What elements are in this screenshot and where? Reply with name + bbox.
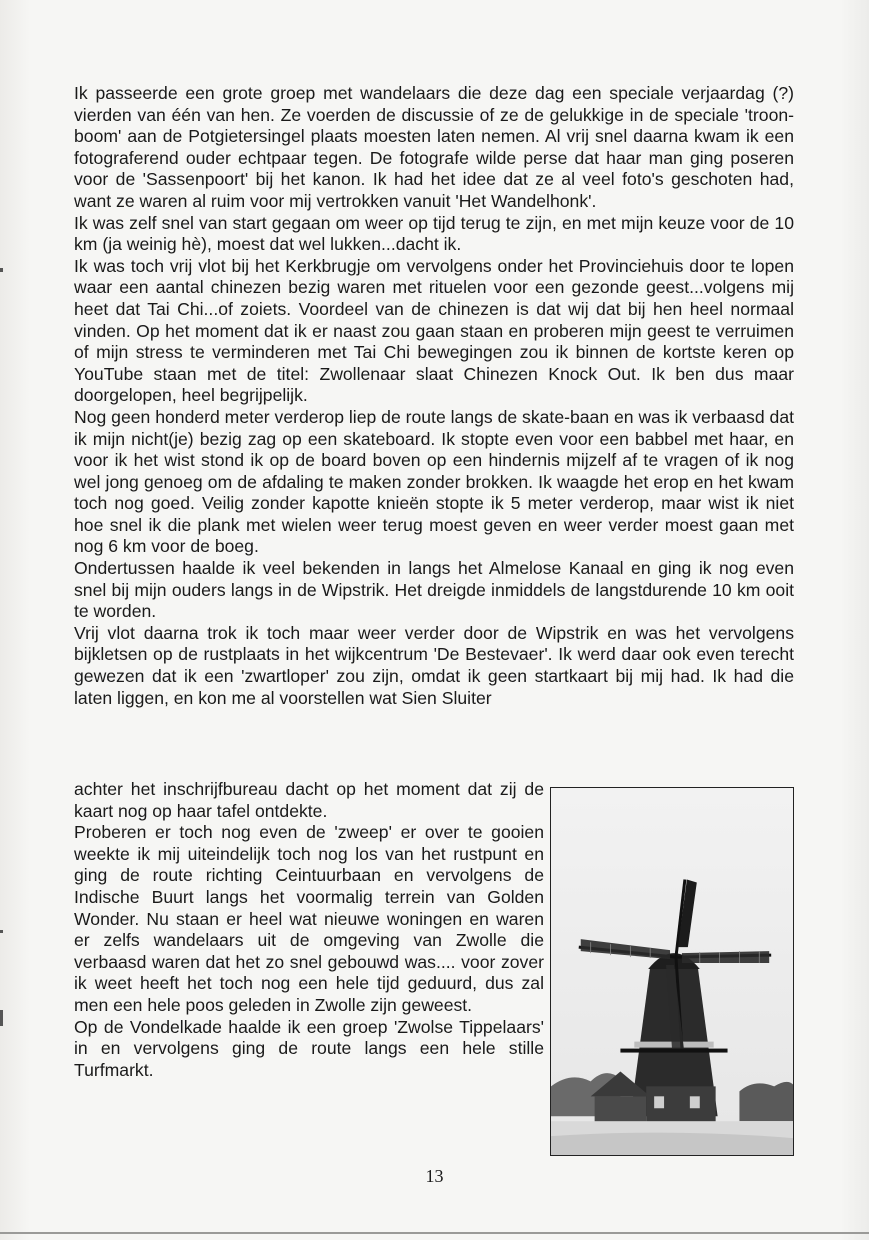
paragraph-7: Proberen er toch nog even de 'zweep' er over te gooien weekte ik mij uiteindelijk toch nog los van het rustpunt en ging de route richting Ceintuurbaan en vervolgens de Indische Buurt langs het voormalig terrein van Golden Wonder. Nu staan er heel wat nieuwe woningen en waren er zelfs wandelaars uit de omgeving van Zwolle die verbaasd waren dat het zo snel gebouwd was.... voor zover ik weet heeft het toch nog een hele tijd geduurd, dus zal men een hele poos geleden in Zwolle zijn geweest. bbox=[74, 822, 544, 1015]
article-body bbox=[74, 83, 794, 709]
windmill-image bbox=[551, 788, 793, 1155]
paragraph-5: Ondertussen haalde ik veel bekenden in langs het Almelose Kanaal en ging ik nog even snel bij mijn ouders langs in de Wipstrik. Het dreigde inmiddels de langstdurende 10 km ooit te worden. bbox=[74, 558, 794, 622]
scan-edge bbox=[0, 1232, 869, 1234]
paragraph-6-continued: achter het inschrijfbureau dacht op het moment dat zij de kaart nog op haar tafel ontdekte. bbox=[74, 779, 544, 821]
paragraph-2: Ik was zelf snel van start gegaan om weer op tijd terug te zijn, en met mijn keuze voor de 10 km (ja weinig hè), moest dat wel lukken...dacht ik. bbox=[74, 212, 794, 255]
windmill-photo bbox=[550, 787, 794, 1156]
paragraph-1: Ik passeerde een grote groep met wandelaars die deze dag een speciale verjaardag (?) vierden van één van hen. Ze voerden de discussie of ze de gelukkige in de speciale 'troon-boom' aan de Potgietersingel plaats moesten laten nemen. Al vrij snel daarna kwam ik een fotograferend ouder echtpaar tegen. De fotografe wilde perse dat haar man ging poseren voor de 'Sassenpoort' bij het kanon. Ik had het idee dat ze al veel foto's geschoten had, want ze waren al ruim voor mij vertrokken vanuit 'Het Wandelhonk'. bbox=[74, 83, 794, 211]
page-number: 13 bbox=[425, 1166, 444, 1186]
paragraph-3: Ik was toch vrij vlot bij het Kerkbrugje om vervolgens onder het Provinciehuis door te lopen waar een aantal chinezen bezig waren met rituelen voor een gezonde geest...volgens mij heet dat Tai Chi...of zoiets. Voordeel van de chinezen is dat wij dat bij hen heel normaal vinden. Op het moment dat ik er naast zou gaan staan en proberen mijn geest te verruimen of mijn stress te verminderen met Tai Chi bewegingen zou ik binnen de kortste keren op YouTube staan met de titel: Zwollenaar slaat Chinezen Knock Out. Ik ben dus maar doorgelopen, heel begrijpelijk. bbox=[74, 255, 794, 406]
punch-mark bbox=[0, 930, 3, 933]
paragraph-6: Vrij vlot daarna trok ik toch maar weer verder door de Wipstrik en was het vervolgens bijkletsen op de rustplaats in het wijkcentrum 'De Bestevaer'. Ik werd daar ook even terecht gewezen dat ik een 'zwartloper' zou zijn, omdat ik geen startkaart bij mij had. Ik had die laten liggen, en kon me al voorstellen wat Sien Sluiter bbox=[74, 622, 794, 708]
punch-mark bbox=[0, 1010, 3, 1026]
paragraph-4: Nog geen honderd meter verderop liep de route langs de skate-baan en was ik verbaasd dat ik mijn nicht(je) bezig zag op een skateboard. Ik stopte even voor een babbel met haar, en voor ik het wist stond ik op de board boven op een hindernis mijzelf af te vragen of ik nog wel jong genoeg om de afdaling te maken zonder brokken. Ik waagde het erop en het kwam toch nog goed. Veilig zonder kapotte knieën stopte ik 5 meter verderop, maar wist ik niet hoe snel ik die plank met wielen weer terug moest geven en weer verder moest gaan met nog 6 km voor de boeg. bbox=[74, 406, 794, 557]
punch-mark bbox=[0, 268, 3, 272]
wrapped-text-column bbox=[74, 779, 544, 1081]
paragraph-8: Op de Vondelkade haalde ik een groep 'Zwolse Tippelaars' in en vervolgens ging de route langs een hele stille Turfmarkt. bbox=[74, 1016, 544, 1080]
